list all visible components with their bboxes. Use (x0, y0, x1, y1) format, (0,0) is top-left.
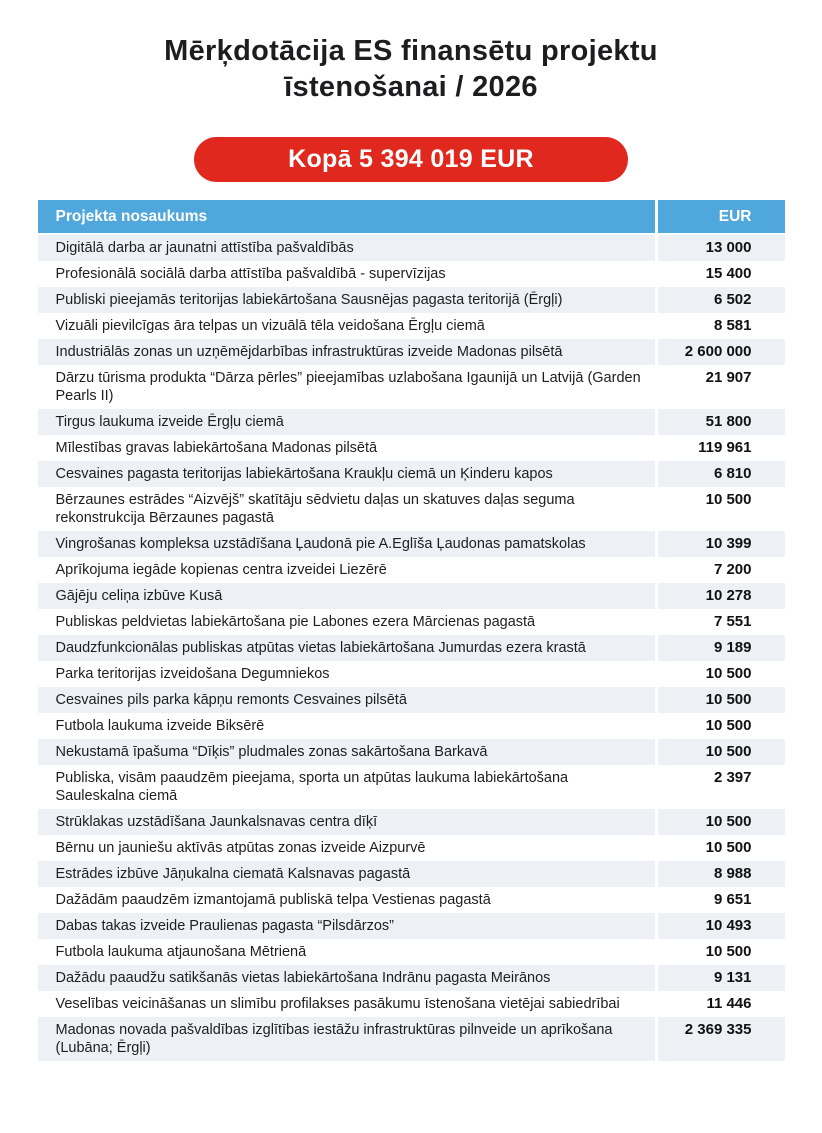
project-amount-cell: 10 500 (655, 835, 785, 861)
table-row (38, 235, 785, 261)
project-name-cell: Dabas takas izveide Praulienas pagasta “Pilsdārzos” (55, 918, 395, 934)
table-row (38, 991, 785, 1017)
table-row (38, 461, 785, 487)
projects-table (38, 200, 785, 1061)
project-amount-cell: 15 400 (655, 261, 785, 287)
page-title-line-2: īstenošanai / 2026 (284, 71, 538, 103)
project-name-cell: Publiska, visām paaudzēm pieejama, sporta un atpūtas laukuma labiekārtošana Sauleskalna ciemā (55, 770, 569, 804)
column-header-project-name: Projekta nosaukums (55, 207, 208, 225)
page-title-line-1: Mērķdotācija ES finansētu projektu (164, 35, 658, 67)
project-name-cell: Futbola laukuma atjaunošana Mētrienā (55, 944, 307, 960)
project-name-cell: Strūklakas uzstādīšana Jaunkalsnavas centra dīķī (55, 814, 378, 830)
table-row (38, 765, 785, 809)
table-row (38, 965, 785, 991)
project-name-cell: Bērnu un jauniešu aktīvās atpūtas zonas izveide Aizpurvē (55, 840, 426, 856)
table-row (38, 661, 785, 687)
project-amount-cell: 8 581 (655, 313, 785, 339)
project-name-cell: Dārzu tūrisma produkta “Dārza pērles” pieejamības uzlabošana Igaunijā un Latvijā (Garden Pearls II) (55, 370, 641, 404)
table-row (38, 939, 785, 965)
page-title (0, 33, 822, 105)
table-row (38, 339, 785, 365)
project-name-cell: Estrādes izbūve Jāņukalna ciematā Kalsnavas pagastā (55, 866, 411, 882)
project-amount-cell: 10 500 (655, 809, 785, 835)
table-row (38, 809, 785, 835)
table-body (38, 235, 785, 1061)
table-row (38, 687, 785, 713)
project-name-cell: Industriālās zonas un uzņēmējdarbības infrastruktūras izveide Madonas pilsētā (55, 344, 563, 360)
table-row (38, 1017, 785, 1061)
project-name-cell: Tirgus laukuma izveide Ērgļu ciemā (55, 414, 284, 430)
table-row (38, 435, 785, 461)
table-row (38, 531, 785, 557)
project-amount-cell: 2 369 335 (655, 1017, 785, 1061)
project-amount-cell: 2 397 (655, 765, 785, 809)
project-amount-cell: 10 399 (655, 531, 785, 557)
project-name-cell: Digitālā darba ar jaunatni attīstība pašvaldībās (55, 240, 354, 256)
project-amount-cell: 7 551 (655, 609, 785, 635)
table-row (38, 713, 785, 739)
project-amount-cell: 9 651 (655, 887, 785, 913)
project-amount-cell: 10 500 (655, 739, 785, 765)
project-amount-cell: 9 189 (655, 635, 785, 661)
table-row (38, 365, 785, 409)
table-row (38, 287, 785, 313)
project-name-cell: Parka teritorijas izveidošana Degumniekos (55, 666, 330, 682)
project-name-cell: Publiskas peldvietas labiekārtošana pie Labones ezera Mārcienas pagastā (55, 614, 536, 630)
table-row (38, 583, 785, 609)
project-name-cell: Vizuāli pievilcīgas āra telpas un vizuālā tēla veidošana Ērgļu ciemā (55, 318, 485, 334)
project-amount-cell: 2 600 000 (655, 339, 785, 365)
project-name-cell: Nekustamā īpašuma “Dīķis” pludmales zonas sakārtošana Barkavā (55, 744, 488, 760)
project-amount-cell: 10 500 (655, 661, 785, 687)
project-amount-cell: 11 446 (655, 991, 785, 1017)
table-row (38, 861, 785, 887)
table-row (38, 913, 785, 939)
table-row (38, 409, 785, 435)
infographic-page (0, 33, 822, 1133)
project-amount-cell: 10 500 (655, 939, 785, 965)
project-name-cell: Daudzfunkcionālas publiskas atpūtas vietas labiekārtošana Jumurdas ezera krastā (55, 640, 586, 656)
project-amount-cell: 9 131 (655, 965, 785, 991)
table-row (38, 313, 785, 339)
project-name-cell: Publiski pieejamās teritorijas labiekārtošana Sausnējas pagasta teritorijā (Ērgļi) (55, 292, 563, 308)
project-name-cell: Futbola laukuma izveide Biksērē (55, 718, 265, 734)
project-amount-cell: 6 502 (655, 287, 785, 313)
project-name-cell: Bērzaunes estrādes “Aizvējš” skatītāju sēdvietu daļas un skatuves daļas seguma rekonstrukcija Bērzaunes pagastā (55, 492, 575, 526)
project-name-cell: Gājēju celiņa izbūve Kusā (55, 588, 223, 604)
project-name-cell: Dažādām paaudzēm izmantojamā publiskā telpa Vestienas pagastā (55, 892, 491, 908)
total-amount-label: Kopā 5 394 019 EUR (288, 145, 534, 173)
project-name-cell: Veselības veicināšanas un slimību profilakses pasākumu īstenošana vietējai sabiedrībai (55, 996, 620, 1012)
column-header-eur: EUR (655, 200, 785, 233)
project-amount-cell: 21 907 (655, 365, 785, 409)
project-amount-cell: 10 500 (655, 713, 785, 739)
project-amount-cell: 8 988 (655, 861, 785, 887)
table-row (38, 635, 785, 661)
project-amount-cell: 10 500 (655, 487, 785, 531)
table-header-row (38, 200, 785, 233)
project-name-cell: Cesvaines pils parka kāpņu remonts Cesvaines pilsētā (55, 692, 407, 708)
table-row (38, 261, 785, 287)
project-name-cell: Madonas novada pašvaldības izglītības iestāžu infrastruktūras pilnveide un aprīkošana (Lubāna; Ērgļi) (55, 1022, 613, 1056)
table-row (38, 739, 785, 765)
project-amount-cell: 13 000 (655, 235, 785, 261)
project-amount-cell: 6 810 (655, 461, 785, 487)
project-name-cell: Aprīkojuma iegāde kopienas centra izveidei Liezērē (55, 562, 387, 578)
project-name-cell: Vingrošanas kompleksa uzstādīšana Ļaudonā pie A.Eglīša Ļaudonas pamatskolas (55, 536, 586, 552)
project-amount-cell: 10 493 (655, 913, 785, 939)
project-amount-cell: 51 800 (655, 409, 785, 435)
project-amount-cell: 10 500 (655, 687, 785, 713)
total-amount-badge (194, 137, 628, 182)
project-amount-cell: 119 961 (655, 435, 785, 461)
table-row (38, 487, 785, 531)
project-name-cell: Mīlestības gravas labiekārtošana Madonas pilsētā (55, 440, 378, 456)
project-amount-cell: 7 200 (655, 557, 785, 583)
table-row (38, 887, 785, 913)
table-row (38, 835, 785, 861)
table-row (38, 557, 785, 583)
project-name-cell: Dažādu paaudžu satikšanās vietas labiekārtošana Indrānu pagasta Meirānos (55, 970, 551, 986)
project-name-cell: Cesvaines pagasta teritorijas labiekārtošana Kraukļu ciemā un Ķinderu kapos (55, 466, 553, 482)
project-amount-cell: 10 278 (655, 583, 785, 609)
table-row (38, 609, 785, 635)
project-name-cell: Profesionālā sociālā darba attīstība pašvaldībā - supervīzijas (55, 266, 446, 282)
